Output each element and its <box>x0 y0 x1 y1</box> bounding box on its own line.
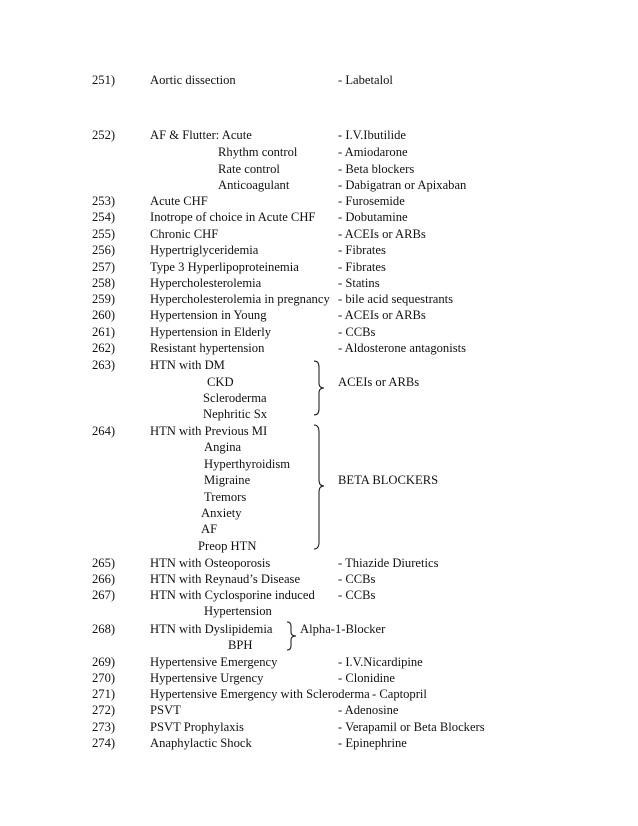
entry-number: 258) <box>92 276 116 290</box>
sub-condition-text: Anticoagulant <box>218 178 290 192</box>
entry-number: 257) <box>92 260 116 274</box>
drug-text: - I.V.Ibutilide <box>338 128 406 142</box>
drug-text: - Beta blockers <box>338 162 415 176</box>
entry-number: 261) <box>92 325 116 339</box>
drug-text: - Dobutamine <box>338 210 408 224</box>
entry-number: 270) <box>92 671 116 685</box>
entry-number: 274) <box>92 736 116 750</box>
sub-condition-text: Preop HTN <box>198 539 257 553</box>
drug-text: - Dabigatran or Apixaban <box>338 178 467 192</box>
drug-text: - Fibrates <box>338 260 386 274</box>
condition-text: PSVT <box>150 703 181 717</box>
drug-text: - Furosemide <box>338 194 405 208</box>
entry-number: 273) <box>92 720 116 734</box>
drug-text: - Fibrates <box>338 243 386 257</box>
entry-number: 268) <box>92 622 116 636</box>
sub-condition-text: Angina <box>204 440 242 454</box>
condition-text: AF & Flutter: Acute <box>150 128 252 142</box>
entry-number: 269) <box>92 655 116 669</box>
curly-brace-icon <box>284 621 298 651</box>
entry-number: 265) <box>92 556 116 570</box>
sub-condition-text: Hyperthyroidism <box>204 457 291 471</box>
condition-text: HTN with Dyslipidemia <box>150 622 273 636</box>
drug-text: - Statins <box>338 276 380 290</box>
entry-number: 267) <box>92 588 116 602</box>
entry-number: 255) <box>92 227 116 241</box>
drug-text: - Epinephrine <box>338 736 407 750</box>
sub-condition-text: BPH <box>228 638 253 652</box>
drug-text: - Amiodarone <box>338 145 408 159</box>
condition-text: PSVT Prophylaxis <box>150 720 244 734</box>
drug-text: - CCBs <box>338 588 376 602</box>
drug-text: - ACEIs or ARBs <box>338 308 426 322</box>
drug-text: BETA BLOCKERS <box>338 473 439 487</box>
condition-text: Acute CHF <box>150 194 208 208</box>
condition-text: HTN with Cyclosporine induced <box>150 588 315 602</box>
condition-text: HTN with DM <box>150 358 225 372</box>
sub-condition-text: Nephritic Sx <box>203 407 268 421</box>
sub-condition-text: AF <box>201 522 218 536</box>
entry-number: 252) <box>92 128 116 142</box>
sub-condition-text: Rhythm control <box>218 145 298 159</box>
entry-number: 272) <box>92 703 116 717</box>
sub-condition-text: Scleroderma <box>203 391 267 405</box>
drug-text: - Thiazide Diuretics <box>338 556 439 570</box>
entry-number: 256) <box>92 243 116 257</box>
entry-number: 262) <box>92 341 116 355</box>
drug-text: ACEIs or ARBs <box>338 375 420 389</box>
condition-text: Hypertensive Urgency <box>150 671 264 685</box>
entry-number: 271) <box>92 687 116 701</box>
drug-text: - I.V.Nicardipine <box>338 655 423 669</box>
entry-number: 264) <box>92 424 116 438</box>
entry-number: 253) <box>92 194 116 208</box>
sub-condition-text: Anxiety <box>201 506 242 520</box>
condition-text: HTN with Osteoporosis <box>150 556 271 570</box>
condition-text: Hypertension in Young <box>150 308 267 322</box>
sub-condition-text: Migraine <box>204 473 251 487</box>
condition-text: Hypertensive Emergency <box>150 655 278 669</box>
drug-text: - bile acid sequestrants <box>338 292 454 306</box>
sub-condition-text: Hypertension <box>204 604 272 618</box>
condition-text: Hypertensive Emergency with Scleroderma <box>150 687 370 701</box>
drug-text: - Captopril <box>372 687 427 701</box>
condition-text: Inotrope of choice in Acute CHF <box>150 210 316 224</box>
curly-brace-icon <box>310 360 326 416</box>
drug-text: - CCBs <box>338 325 376 339</box>
drug-text: - Labetalol <box>338 73 393 87</box>
condition-text: Resistant hypertension <box>150 341 265 355</box>
drug-text: - CCBs <box>338 572 376 586</box>
curly-brace-icon <box>310 424 326 550</box>
condition-text: Chronic CHF <box>150 227 219 241</box>
sub-condition-text: Tremors <box>204 490 247 504</box>
condition-text: HTN with Reynaud’s Disease <box>150 572 301 586</box>
entry-number: 259) <box>92 292 116 306</box>
sub-condition-text: Rate control <box>218 162 280 176</box>
condition-text: Aortic dissection <box>150 73 236 87</box>
condition-text: Type 3 Hyperlipoproteinemia <box>150 260 299 274</box>
condition-text: Hypertriglyceridemia <box>150 243 259 257</box>
entry-number: 260) <box>92 308 116 322</box>
condition-text: Hypercholesterolemia <box>150 276 262 290</box>
drug-text: - Verapamil or Beta Blockers <box>338 720 485 734</box>
sub-condition-text: CKD <box>207 375 234 389</box>
entry-number: 251) <box>92 73 116 87</box>
condition-text: Anaphylactic Shock <box>150 736 252 750</box>
drug-text: - ACEIs or ARBs <box>338 227 426 241</box>
entry-number: 266) <box>92 572 116 586</box>
condition-text: Hypercholesterolemia in pregnancy <box>150 292 330 306</box>
drug-text: - Adenosine <box>338 703 399 717</box>
drug-text: - Clonidine <box>338 671 396 685</box>
drug-text: Alpha-1-Blocker <box>300 622 386 636</box>
condition-text: HTN with Previous MI <box>150 424 268 438</box>
entry-number: 263) <box>92 358 116 372</box>
entry-number: 254) <box>92 210 116 224</box>
drug-text: - Aldosterone antagonists <box>338 341 467 355</box>
condition-text: Hypertension in Elderly <box>150 325 272 339</box>
